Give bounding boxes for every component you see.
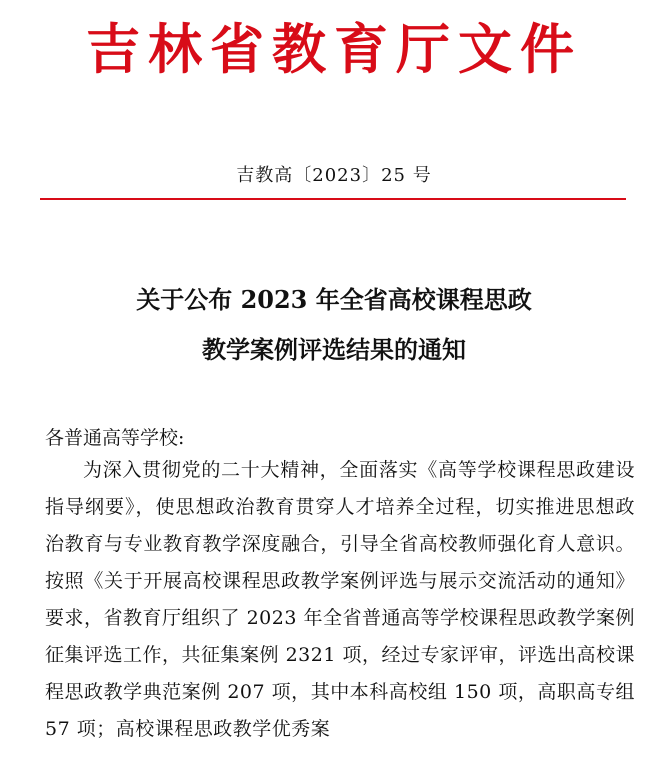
notice-title-line-1: 关于公布 2023 年全省高校课程思政: [136, 285, 532, 314]
red-divider-line: [40, 198, 626, 200]
salutation: 各普通高等学校:: [45, 427, 185, 449]
document-number: 吉教高〔2023〕25 号: [236, 165, 432, 186]
notice-title-line-2: 教学案例评选结果的通知: [202, 335, 466, 364]
body-paragraph: 为深入贯彻党的二十大精神，全面落实《高等学校课程思政建设指导纲要》，使思想政治教育贯穿人才培养全过程，切实推进思想政治教育与专业教育教学深度融合，引导全省高校教师强化育人意识。按照《关于开展高校课程思政教学案例评选与展示交流活动的通知》要求，省教育厅组织了 2023 年全省普通高等学校课程思政教学案例征集评选工作，共征集案例 2321 项，经过专家评审，评选出高校课程思政教学典范案例 207 项，其中本科高校组 150 项，高职高专组 57 项；高校课程思政教学优秀案: [45, 459, 635, 740]
document-header-title: 吉林省教育厅文件: [86, 17, 582, 81]
